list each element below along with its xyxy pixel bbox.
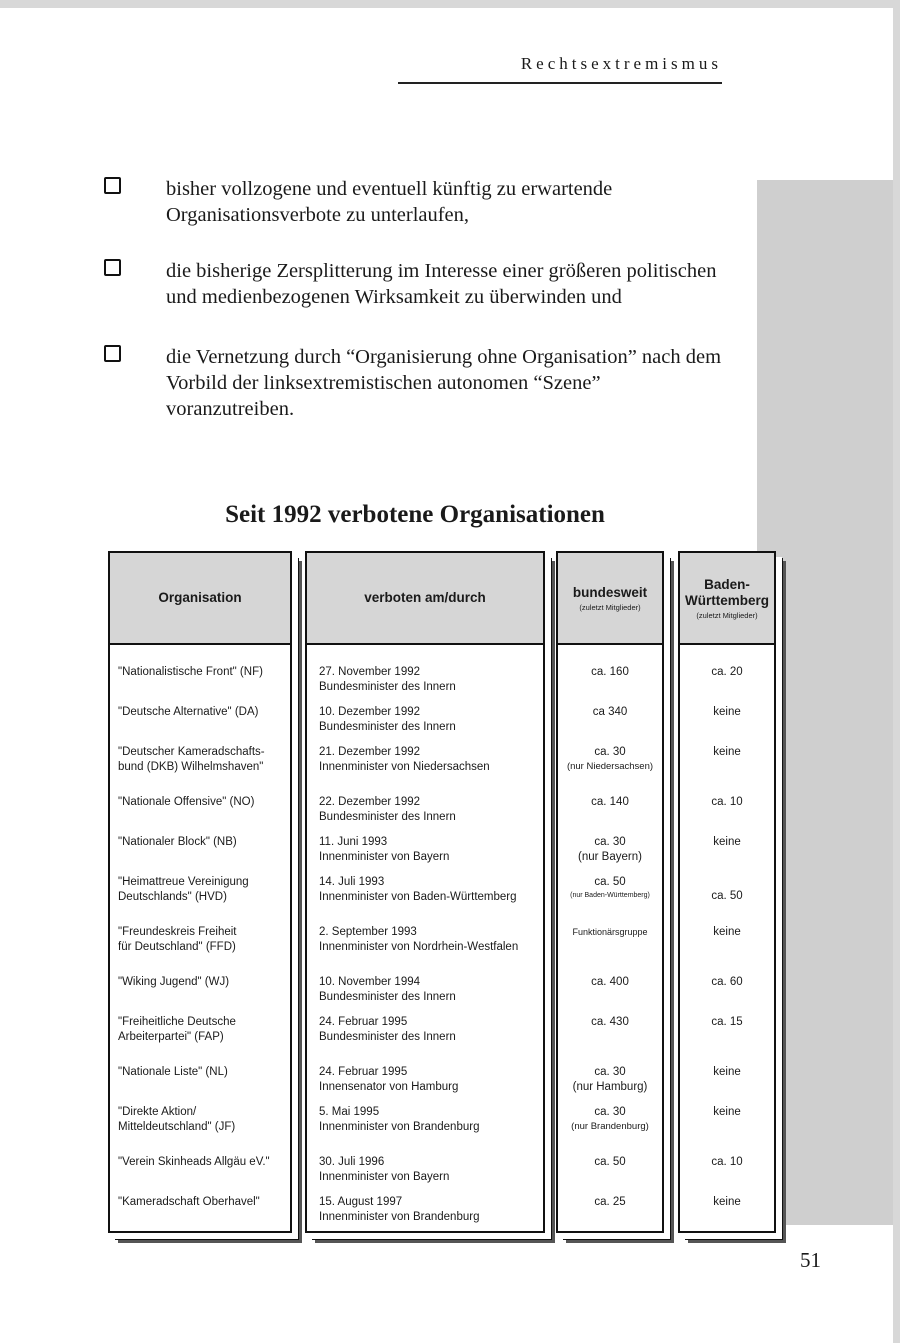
bundesweit-value: ca 340 [592,706,628,718]
ban-authority: Innenminister von Bayern [319,850,450,863]
bundesweit-note: (nur Brandenburg) [571,1121,649,1132]
bundesweit-note: (nur Bayern) [578,850,642,863]
checkbox-bullet-icon [104,345,121,362]
ban-authority: Innenminister von Baden-Württemberg [319,890,517,903]
header-bw-line1: Baden- [704,576,750,592]
org-name-line: "Deutscher Kameradschafts- [118,746,265,758]
bundesweit-value: ca. 50 [594,1156,626,1168]
header-organisation-label: Organisation [158,590,242,605]
org-name-line: "Kameradschaft Oberhavel" [118,1196,260,1208]
bw-value: ca. 15 [711,1016,743,1028]
bullet-text-3: die Vernetzung durch “Organisierung ohne Organisation” nach dem Vorbild der linksextremistischen autonomen “Szene” voranzutreiben. [166,346,722,420]
bundesweit-value: ca. 430 [591,1016,629,1028]
org-name-line: "Heimattreue Vereinigung [118,876,249,888]
bw-value: ca. 10 [711,796,743,808]
bw-value: keine [713,1066,741,1078]
ban-date: 14. Juli 1993 [319,876,385,888]
bw-value: keine [713,746,741,758]
checkbox-bullet-icon [104,177,121,194]
margin-shading [757,180,893,1225]
org-name-line: "Nationalistische Front" (NF) [118,666,263,678]
org-name-line: "Wiking Jugend" (WJ) [118,976,230,988]
header-verboten-label: verboten am/durch [364,590,486,605]
ban-date: 24. Februar 1995 [319,1016,408,1028]
bw-value: ca. 50 [711,890,743,902]
ban-authority: Bundesminister des Innern [319,680,456,693]
ban-date: 10. Dezember 1992 [319,706,421,718]
bundesweit-value: Funktionärsgruppe [572,927,648,937]
ban-authority: Bundesminister des Innern [319,810,456,823]
org-name-line: "Freiheitliche Deutsche [118,1016,236,1028]
ban-date: 5. Mai 1995 [319,1106,380,1118]
ban-authority: Innenminister von Brandenburg [319,1210,480,1223]
ban-date: 11. Juni 1993 [319,836,388,848]
bundesweit-value: ca. 30 [594,1106,626,1118]
ban-date: 30. Juli 1996 [319,1156,385,1168]
org-name-line: für Deutschland" (FFD) [118,940,236,953]
bw-value: ca. 10 [711,1156,743,1168]
bw-value: ca. 20 [711,666,743,678]
bw-value: keine [713,1106,741,1118]
ban-authority: Innenminister von Bayern [319,1170,450,1183]
org-name-line: "Nationale Liste" (NL) [118,1066,228,1078]
column-header-verboten [307,553,543,645]
bw-value: ca. 60 [711,976,743,988]
page-number: 51 [800,1248,821,1272]
column-header-organisation [110,553,290,645]
org-name-line: bund (DKB) Wilhelmshaven" [118,760,264,773]
ban-authority: Innenminister von Nordrhein-Westfalen [319,940,519,953]
bundesweit-value: ca. 30 [594,746,626,758]
header-bw-sub: (zuletzt Mitglieder) [696,610,758,620]
bundesweit-value: ca. 400 [591,976,629,988]
ban-authority: Innensenator von Hamburg [319,1080,459,1093]
bw-value: keine [713,706,741,718]
bw-value: keine [713,836,741,848]
column-verboten [305,551,545,1233]
ban-authority: Innenminister von Brandenburg [319,1120,480,1133]
bundesweit-value: ca. 25 [594,1196,626,1208]
ban-date: 27. November 1992 [319,666,421,678]
org-name-line: "Nationale Offensive" (NO) [118,796,255,808]
org-name-line: "Nationaler Block" (NB) [118,836,237,848]
bundesweit-value: ca. 30 [594,836,626,848]
bundesweit-note: (nur Niedersachsen) [566,761,654,772]
org-name-line: "Direkte Aktion/ [118,1106,197,1118]
header-bundesweit-sub: (zuletzt Mitglieder) [579,602,641,612]
running-head: Rechtsextremismus [520,54,722,73]
bundesweit-note: (nur Baden-Württemberg) [570,892,650,899]
bullet-text-1: bisher vollzogene und eventuell künftig zu erwartende Organisationsverbote zu unterlaufen, [166,178,613,226]
checkbox-bullet-icon [104,259,121,276]
document-page [0,8,893,1343]
org-name-line: Mitteldeutschland" (JF) [118,1120,236,1133]
column-header-bundesweit [558,553,662,645]
ban-authority: Bundesminister des Innern [319,1030,456,1043]
bullet-text-2: die bisherige Zersplitterung im Interesse einer größeren politischen und medienbezogenen Wirksamkeit zu überwinden und [166,260,717,308]
org-name-line: Arbeiterpartei" (FAP) [118,1030,224,1043]
column-baden-wuerttemberg [678,551,776,1233]
column-organisation [108,551,292,1233]
org-name-line: "Verein Skinheads Allgäu eV." [118,1156,270,1168]
ban-date: 22. Dezember 1992 [319,796,421,808]
bundesweit-value: ca. 30 [594,1066,626,1078]
org-name-line: Deutschlands" (HVD) [118,890,227,903]
org-name-line: "Freundeskreis Freiheit [118,926,237,938]
bw-value: keine [713,1196,741,1208]
ban-authority: Innenminister von Niedersachsen [319,760,490,773]
bundesweit-value: ca. 140 [591,796,629,808]
ban-authority: Bundesminister des Innern [319,720,456,733]
ban-date: 2. September 1993 [319,926,417,938]
bw-value: keine [713,926,741,938]
header-rule [398,82,722,84]
bundesweit-value: ca. 160 [591,666,629,678]
ban-date: 24. Februar 1995 [319,1066,408,1078]
bundesweit-value: ca. 50 [594,876,626,888]
table-title: Seit 1992 verbotene Organisationen [225,501,605,528]
ban-date: 21. Dezember 1992 [319,746,421,758]
ban-date: 15. August 1997 [319,1196,403,1208]
ban-authority: Bundesminister des Innern [319,990,456,1003]
org-name-line: "Deutsche Alternative" (DA) [118,706,259,718]
column-bundesweit [556,551,664,1233]
column-header-bw [680,553,774,645]
bundesweit-note: (nur Hamburg) [572,1080,648,1093]
ban-date: 10. November 1994 [319,976,421,988]
header-bw-line2: Württemberg [685,592,769,608]
header-bundesweit-label: bundesweit [572,584,648,600]
